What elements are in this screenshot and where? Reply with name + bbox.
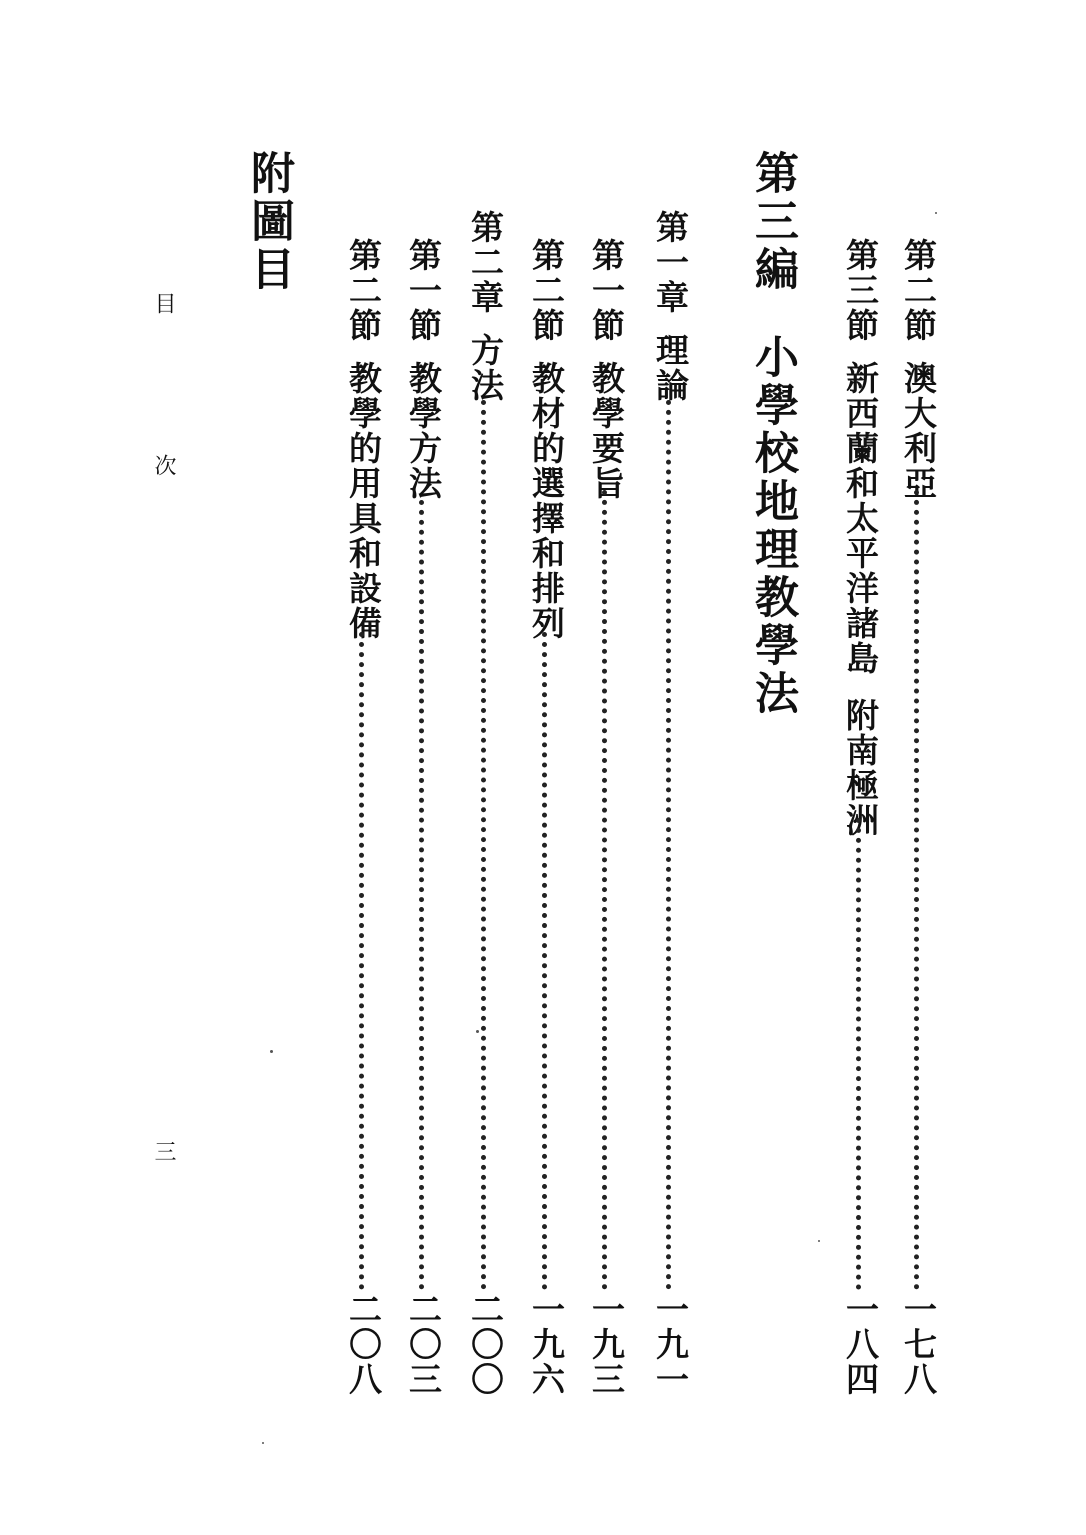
page-ref: 一九三 xyxy=(587,1292,626,1397)
page-ref: 二〇三 xyxy=(404,1292,443,1397)
dot-leader xyxy=(666,400,671,1290)
chapter-title: 方法 xyxy=(466,333,505,403)
section-label: 第二節 xyxy=(344,238,383,343)
section-subtitle: 附南極洲 xyxy=(841,698,880,838)
appendix-heading: 附圖目 xyxy=(243,150,294,294)
section-title: 澳大利亞 xyxy=(899,361,938,501)
toc-entry xyxy=(583,238,630,501)
scan-speck xyxy=(476,1030,479,1033)
section-title: 教材的選擇和排列 xyxy=(527,361,566,641)
page-ref: 二〇〇 xyxy=(466,1292,505,1397)
toc-entry xyxy=(340,238,387,641)
dot-leader xyxy=(856,818,861,1290)
dot-leader xyxy=(359,632,364,1290)
page-ref: 一七八 xyxy=(899,1292,938,1397)
page-ref: 一九六 xyxy=(527,1292,566,1397)
dot-leader xyxy=(914,490,919,1290)
dot-leader xyxy=(542,632,547,1290)
scan-speck xyxy=(270,1050,273,1053)
chapter-label: 第一章 xyxy=(651,210,690,315)
chapter-title: 理論 xyxy=(651,333,690,403)
section-label: 第二節 xyxy=(899,238,938,343)
toc-entry xyxy=(523,238,570,641)
dot-leader xyxy=(481,400,486,1290)
section-title: 教學方法 xyxy=(404,361,443,501)
dot-leader xyxy=(602,490,607,1290)
section-label: 第三節 xyxy=(841,238,880,343)
scan-speck xyxy=(262,1442,264,1444)
dot-leader xyxy=(419,500,424,1290)
toc-entry xyxy=(462,210,509,403)
part-heading xyxy=(740,150,804,718)
part-label: 第三編 xyxy=(747,150,798,294)
section-title: 新西蘭和太平洋諸島 xyxy=(841,361,880,676)
part-title: 小學校地理教學法 xyxy=(747,334,798,718)
toc-entry xyxy=(400,238,447,501)
toc-entry xyxy=(895,238,942,501)
page-ref: 二〇八 xyxy=(344,1292,383,1397)
toc-entry xyxy=(647,210,694,403)
section-label: 第二節 xyxy=(527,238,566,343)
scan-speck xyxy=(818,1240,820,1242)
section-title: 教學要旨 xyxy=(587,361,626,501)
section-label: 第一節 xyxy=(587,238,626,343)
page-number: 三 xyxy=(151,1140,176,1162)
scan-speck xyxy=(935,212,937,214)
section-label: 第一節 xyxy=(404,238,443,343)
section-title: 教學的用具和設備 xyxy=(344,361,383,641)
chapter-label: 第二章 xyxy=(466,210,505,315)
running-head: 目次 xyxy=(151,292,176,616)
page-ref: 一八四 xyxy=(841,1292,880,1397)
toc-entry xyxy=(837,238,884,838)
page-ref: 一九一 xyxy=(651,1292,690,1397)
